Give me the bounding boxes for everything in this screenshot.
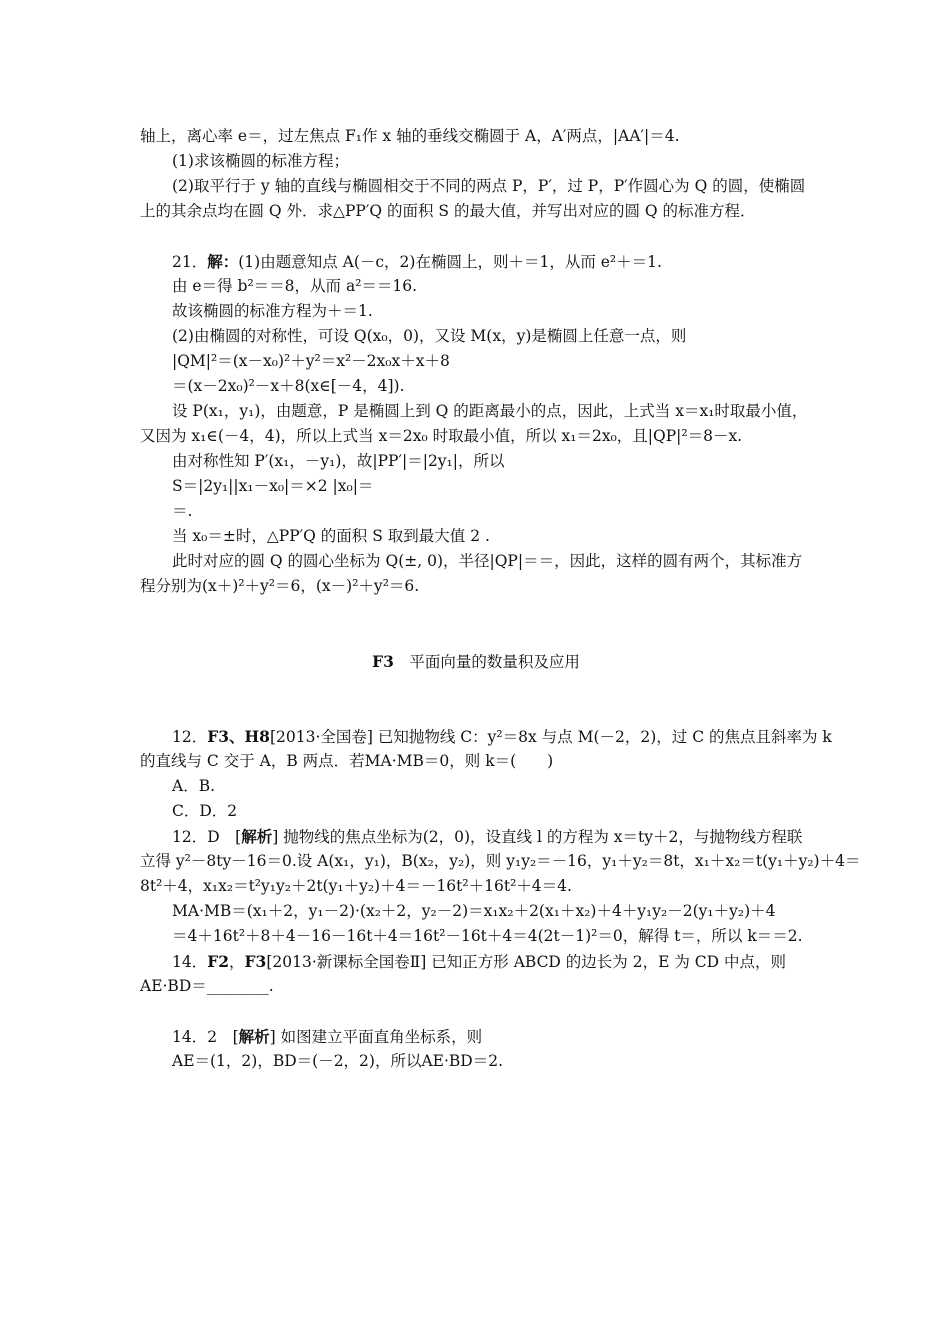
answer-prefix: 12．D [ (172, 828, 242, 846)
section-heading (140, 649, 812, 674)
analysis-label: 解析 (238, 1027, 270, 1046)
answer-line: MA·MB＝(x₁＋2，y₁－2)·(x₂＋2，y₂－2)＝x₁x₂＋2(x₁＋x₂)＋4＋y₁y₂－2(y₁＋y₂)＋4 (172, 902, 776, 920)
question-number: 12． (172, 728, 208, 746)
section-title: 平面向量的数量积及应用 (409, 653, 580, 671)
solution-line: 由 e＝得 b²＝＝8，从而 a²＝＝16. (172, 277, 418, 295)
tag-separator: ， (229, 953, 245, 971)
answer-12 (140, 824, 812, 849)
solution-line: (2)由椭圆的对称性，可设 Q(x₀，0)，又设 M(x，y)是椭圆上任意一点，则 (172, 327, 687, 345)
solution-line: 设 P(x₁，y₁)，由题意，P 是椭圆上到 Q 的距离最小的点，因此，上式当 x＝x₁时取最小值， (172, 402, 808, 420)
solution-line: 由对称性知 P′(x₁，－y₁)，故|PP′|＝|2y₁|，所以 (172, 452, 505, 470)
solution-text: (1)由题意知点 A(－c，2)在椭圆上，则＋＝1，从而 e²＋＝1. (238, 253, 662, 271)
answer-text: ] 如图建立平面直角坐标系，则 (269, 1028, 483, 1046)
question-text: [2013·全国卷] 已知抛物线 C：y²＝8x 与点 M(－2，2)，过 C 的焦点且斜率为 k (269, 728, 832, 746)
document-page (140, 124, 861, 1074)
question-tag: F3、H8 (207, 727, 270, 746)
problem-text-line: 轴上，离心率 e＝，过左焦点 F₁作 x 轴的垂线交椭圆于 A，A′两点，|AA′|＝4. (140, 127, 680, 145)
solution-line: 此时对应的圆 Q 的圆心坐标为 Q(±, 0)，半径|QP|＝＝，因此，这样的圆有两个，其标准方 (172, 552, 803, 570)
solution-line: 当 x₀＝±时，△PP′Q 的面积 S 取到最大值 2 . (172, 527, 490, 545)
solution-line: 又因为 x₁∈(－4，4)，所以上式当 x＝2x₀ 时取最小值，所以 x₁＝2x₀，且|QP|²＝8－x. (140, 427, 743, 445)
analysis-label: 解析 (241, 827, 273, 846)
question-14 (140, 949, 812, 974)
question-line: 的直线与 C 交于 A，B 两点．若MA·MB＝0，则 k＝( ) (140, 752, 554, 770)
solution-line: |QM|²＝(x－x₀)²＋y²＝x²－2x₀x＋x＋8 (172, 352, 450, 370)
problem-text-line: 上的其余点均在圆 Q 外．求△PP′Q 的面积 S 的最大值，并写出对应的圆 Q 的标准方程． (140, 202, 756, 220)
question-number: 14． (172, 953, 208, 971)
solution-line: 故该椭圆的标准方程为＋＝1. (172, 302, 373, 320)
question-tag: F3 (244, 952, 267, 971)
question-12 (140, 724, 832, 749)
answer-prefix: 14．2 [ (172, 1028, 239, 1046)
option-line: A．B. (172, 777, 216, 795)
solution-line: S＝|2y₁||x₁－x₀|＝×2 |x₀|＝ (172, 477, 374, 495)
question-text: [2013·新课标全国卷Ⅱ] 已知正方形 ABCD 的边长为 2，E 为 CD 中点，则 (266, 953, 786, 971)
answer-text: ] 抛物线的焦点坐标为(2，0)，设直线 l 的方程为 x＝ty＋2，与抛物线方程联 (272, 828, 803, 846)
solution-line: ＝(x－2x₀)²－x＋8(x∈[－4，4]). (172, 377, 405, 395)
question-line: AE·BD＝________. (140, 977, 274, 995)
answer-line: AE＝(1，2)，BD＝(－2，2)，所以AE·BD＝2. (172, 1052, 504, 1070)
answer-line: 8t²＋4，x₁x₂＝t²y₁y₂＋2t(y₁＋y₂)＋4＝－16t²＋16t²＋4＝4. (140, 877, 572, 895)
question-tag: F2 (207, 952, 230, 971)
answer-line: ＝4＋16t²＋8＋4－16－16t＋4＝16t²－16t＋4＝4(2t－1)²＝0，解得 t＝，所以 k＝＝2. (172, 927, 803, 945)
answer-line: 立得 y²－8ty－16＝0.设 A(x₁，y₁)，B(x₂，y₂)，则 y₁y₂＝－16，y₁＋y₂＝8t，x₁＋x₂＝t(y₁＋y₂)＋4＝ (140, 852, 861, 870)
problem-part-1: (1)求该椭圆的标准方程； (172, 152, 349, 170)
solution-number: 21． (172, 253, 208, 271)
option-line: C．D．2 (172, 802, 238, 820)
problem-part-2: (2)取平行于 y 轴的直线与椭圆相交于不同的两点 P，P′，过 P，P′作圆心为 Q 的圆，使椭圆 (172, 177, 806, 195)
solution-21-heading (140, 249, 812, 274)
solution-line: 程分别为(x＋)²＋y²＝6，(x－)²＋y²＝6. (140, 577, 420, 595)
solution-label: 解： (207, 252, 239, 271)
answer-14 (140, 1024, 812, 1049)
solution-line: ＝. (172, 502, 193, 520)
section-code: F3 (372, 652, 394, 671)
